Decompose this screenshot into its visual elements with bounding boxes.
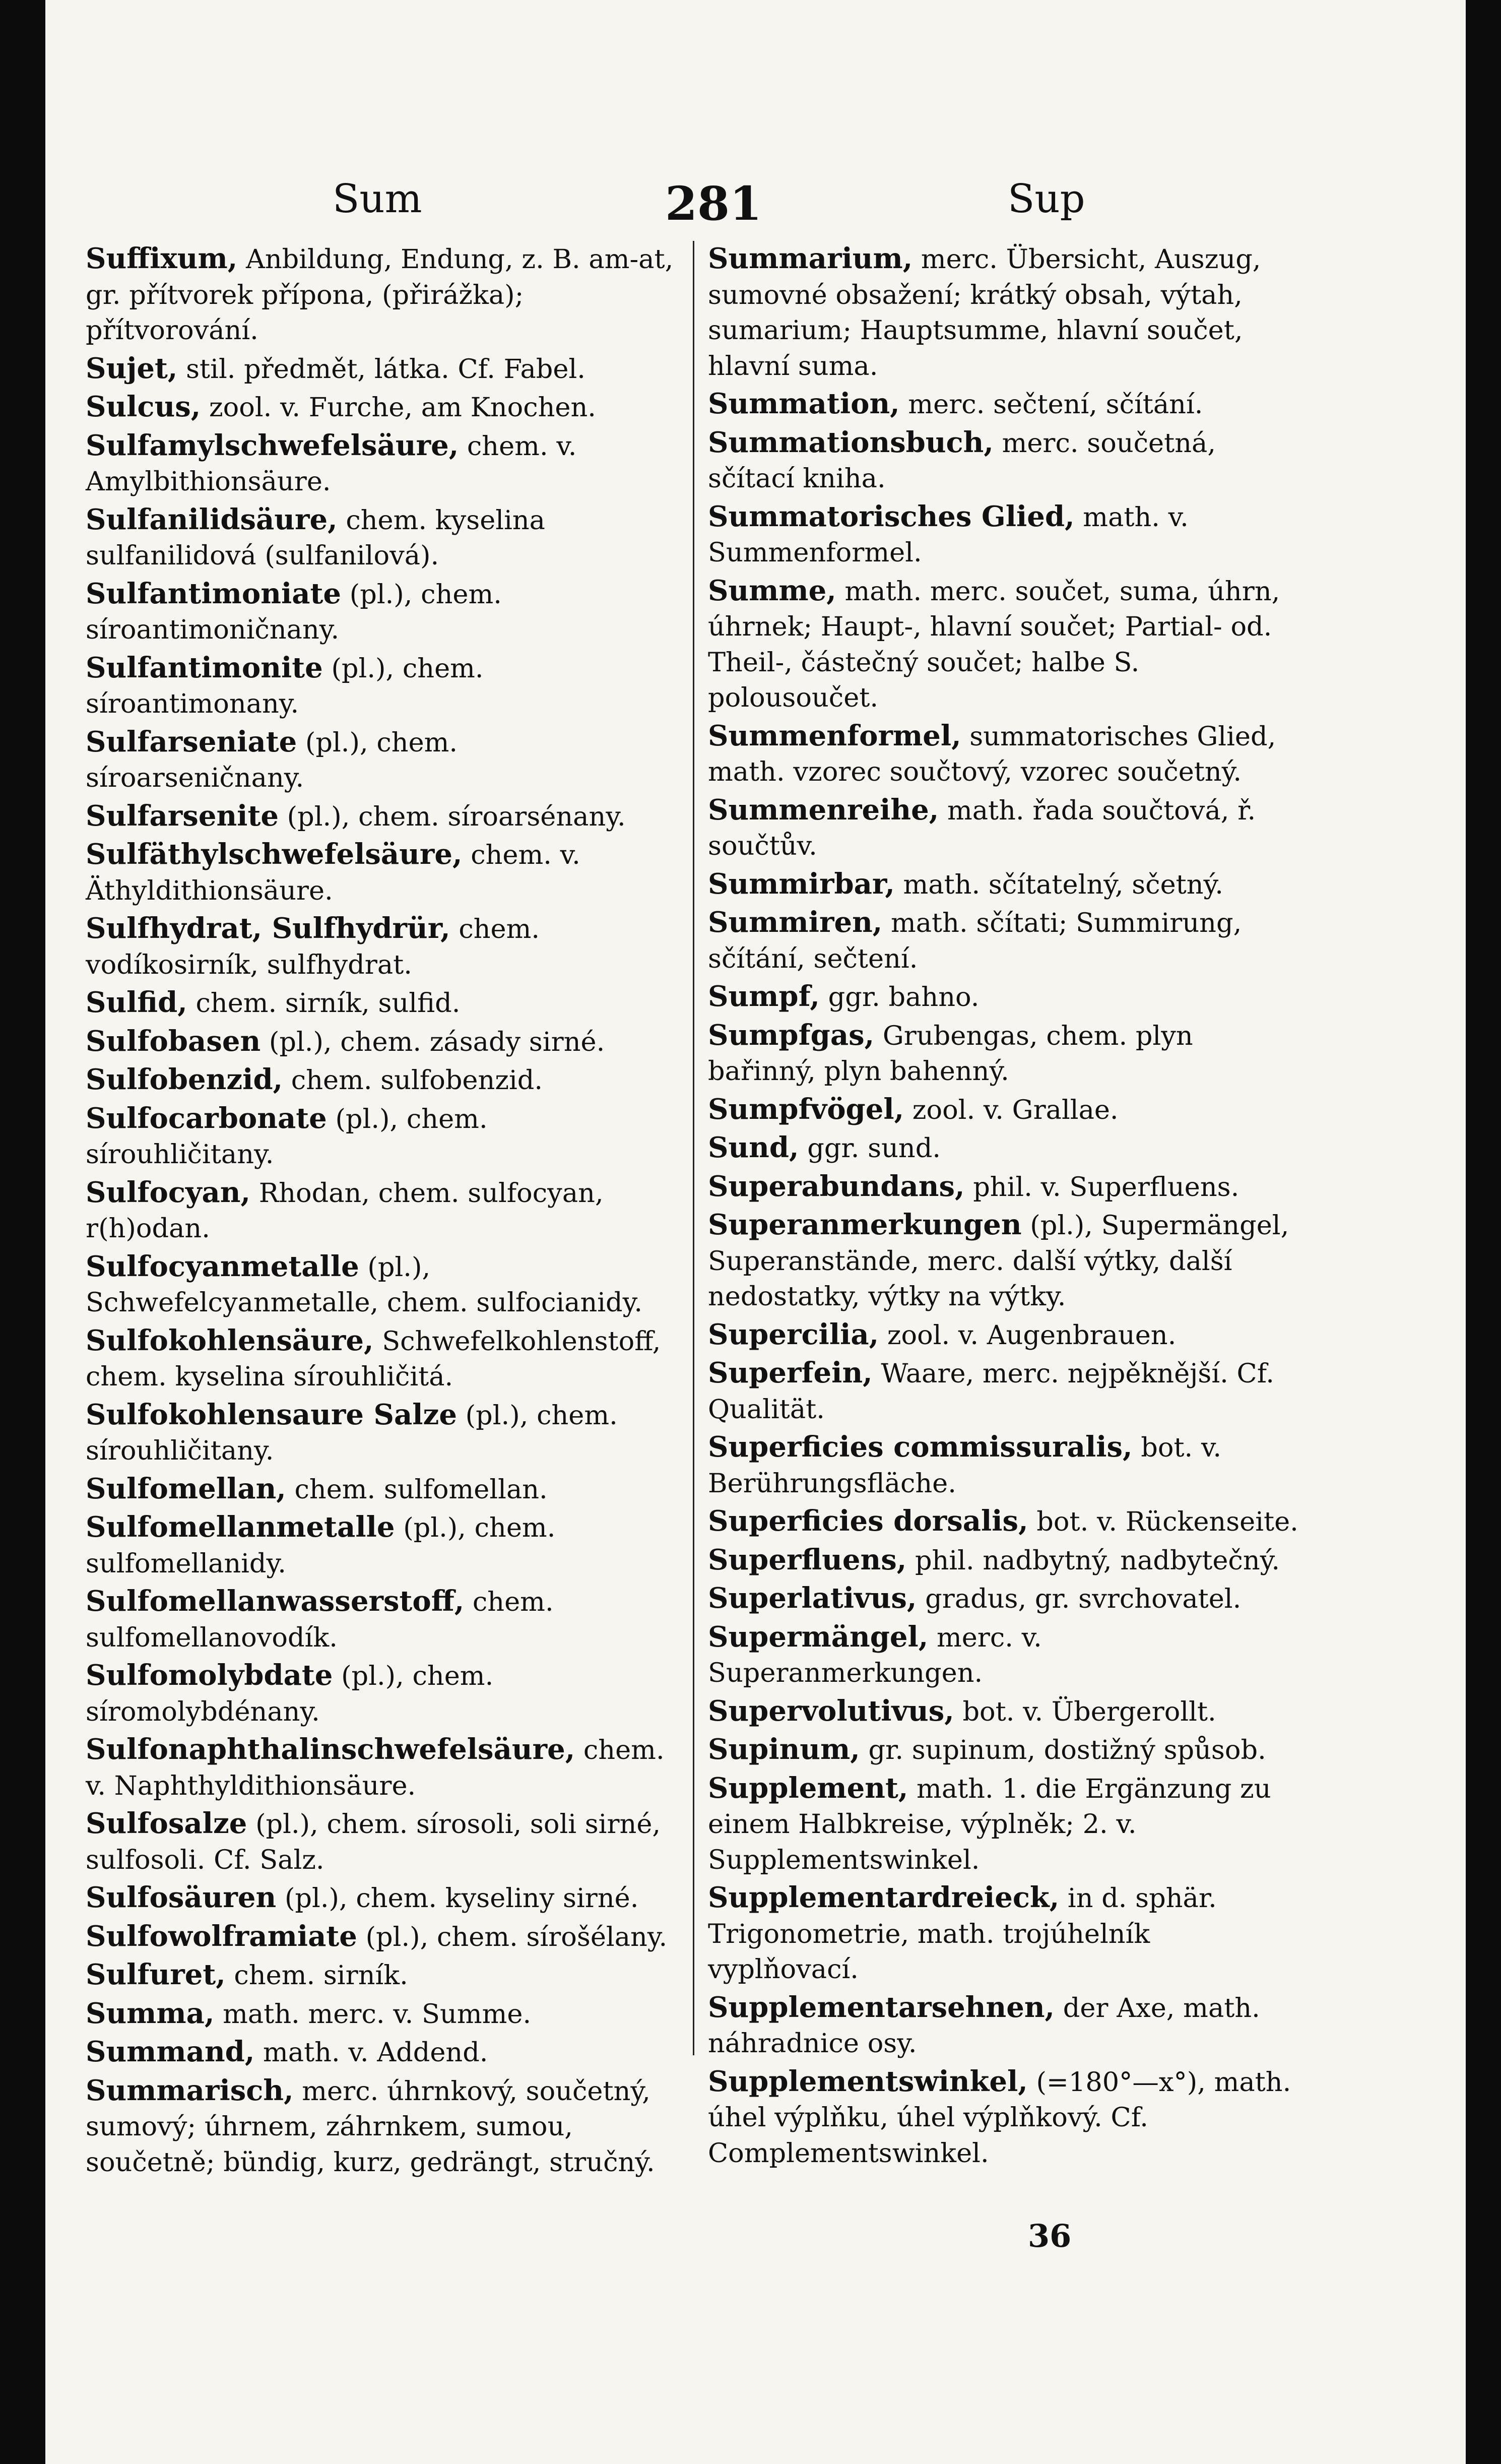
entry-definition: (pl.), chem. kyseliny sirné. (276, 1883, 639, 1914)
dictionary-entry (86, 1024, 683, 1060)
dictionary-entry (86, 241, 683, 349)
dictionary-entry (86, 1996, 683, 2033)
entry-headword: Superlativus, (708, 1582, 917, 1615)
entry-headword: Sulfosalze (86, 1807, 247, 1840)
entry-headword: Sulfosäuren (86, 1881, 277, 1914)
dictionary-entry (86, 389, 683, 426)
dictionary-page (60, 0, 1461, 2464)
entry-definition: in d. sphär. Trigonometrie, math. trojúhelník vyplňovací. (708, 1883, 1217, 1985)
entry-headword: Sulfanilidsäure, (86, 502, 338, 536)
entry-headword: Sulfocarbonate (86, 1101, 327, 1135)
dictionary-entry (708, 1542, 1305, 1579)
dictionary-entry (86, 502, 683, 574)
dictionary-entry (708, 1429, 1305, 1501)
dictionary-entry (708, 1130, 1305, 1167)
page-number: 281 (665, 176, 762, 231)
entry-definition: merc. součetná, sčítací kniha. (708, 427, 1216, 494)
dictionary-entry (86, 1919, 683, 1955)
entry-headword: Sulfomellan, (86, 1472, 286, 1505)
entry-headword: Summation, (708, 387, 900, 420)
entry-headword: Sujet, (86, 351, 178, 385)
entry-headword: Sulfantimonite (86, 651, 323, 684)
entry-definition: stil. předmět, látka. Cf. Fabel. (177, 353, 585, 385)
entry-headword: Sulfamylschwefelsäure, (86, 428, 459, 462)
entry-headword: Sumpf, (708, 980, 820, 1013)
entry-definition: Grubengas, chem. plyn bařinný, plyn bahenný. (708, 1020, 1193, 1087)
entry-definition: (pl.), chem. síroantimoničnany. (86, 579, 502, 645)
entry-headword: Summatorisches Glied, (708, 499, 1075, 533)
entry-headword: Superanmerkungen (708, 1208, 1022, 1241)
dictionary-entry (708, 1732, 1305, 1768)
entry-definition: bot. v. Rückenseite. (1028, 1506, 1298, 1537)
entry-headword: Summenreihe, (708, 793, 939, 827)
entry-headword: Summa, (86, 1996, 215, 2030)
entry-headword: Sulfhydrat, Sulfhydrür, (86, 912, 450, 945)
entry-definition: bot. v. Übergerollt. (954, 1696, 1216, 1727)
dictionary-entry (86, 1397, 683, 1469)
dictionary-entry (708, 979, 1305, 1016)
entry-definition: (pl.), chem. síromolybdénany. (86, 1661, 494, 1727)
entry-headword: Supervolutivus, (708, 1694, 954, 1728)
dictionary-entry (86, 576, 683, 648)
dictionary-entry (708, 718, 1305, 790)
left-column (86, 241, 683, 2182)
entry-headword: Superfluens, (708, 1543, 907, 1576)
entry-headword: Superfein, (708, 1356, 873, 1389)
entry-headword: Sulfomellanwasserstoff, (86, 1585, 465, 1618)
entry-headword: Sulfäthylschwefelsäure, (86, 838, 463, 871)
entry-definition: math. merc. v. Summe. (214, 1998, 532, 2030)
entry-definition: math. řada součtová, ř. součtův. (708, 795, 1256, 861)
dictionary-entry (86, 798, 683, 835)
dictionary-entry (86, 985, 683, 1022)
dictionary-entry (708, 1317, 1305, 1354)
entry-headword: Sulfobasen (86, 1024, 261, 1058)
dictionary-entry (708, 386, 1305, 423)
dictionary-entry (708, 905, 1305, 977)
entry-headword: Sulfarseniate (86, 725, 297, 759)
entry-headword: Superficies dorsalis, (708, 1504, 1028, 1538)
dictionary-entry (708, 1581, 1305, 1617)
entry-definition: Waare, merc. nejpěknější. Cf. Qualität. (708, 1358, 1274, 1425)
dictionary-entry (708, 573, 1305, 716)
entry-definition: math. 1. die Ergänzung zu einem Halbkreise, výplněk; 2. v. Supplementswinkel. (708, 1773, 1271, 1875)
entry-definition: chem. vodíkosirník, sulfhydrat. (86, 914, 540, 980)
entry-headword: Sumpfgas, (708, 1018, 875, 1052)
entry-definition: (pl.), Supermängel, Superanstände, merc. další výtky, další nedostatky, výtky na výtky. (708, 1210, 1289, 1312)
entry-headword: Sulfomolybdate (86, 1659, 333, 1692)
entry-headword: Sulfomellanmetalle (86, 1510, 395, 1544)
entry-definition: (pl.), chem. sírouhličitany. (86, 1103, 488, 1170)
entry-definition: chem. v. Naphthyldithionsäure. (86, 1735, 665, 1801)
entry-definition: (pl.), chem. síroarsénany. (278, 801, 626, 832)
dictionary-entry (708, 1693, 1305, 1730)
entry-definition: zool. v. Furche, am Knochen. (201, 392, 596, 423)
dictionary-entry (86, 650, 683, 722)
dictionary-entry (708, 1018, 1305, 1090)
entry-headword: Supplementarsehnen, (708, 1990, 1055, 2024)
entry-headword: Supercilia, (708, 1317, 879, 1351)
dictionary-entry (708, 1092, 1305, 1128)
running-head-right: Sup (1008, 176, 1085, 222)
entry-headword: Supplement, (708, 1771, 908, 1805)
dictionary-entry (708, 1771, 1305, 1878)
entry-headword: Summand, (86, 2035, 255, 2068)
entry-headword: Sulfuret, (86, 1958, 226, 1991)
entry-headword: Summenformel, (708, 719, 961, 752)
entry-definition: der Axe, math. náhradnice osy. (708, 1992, 1260, 2059)
dictionary-entry (86, 351, 683, 388)
entry-definition: math. v. Summenformel. (708, 501, 1189, 568)
entry-definition: Rhodan, chem. sulfocyan, r(h)odan. (86, 1177, 604, 1244)
right-column (708, 241, 1305, 2173)
entry-headword: Summe, (708, 574, 836, 607)
entry-definition: (pl.), chem. zásady sirné. (260, 1026, 605, 1057)
dictionary-entry (86, 911, 683, 983)
entry-definition: chem. v. Amylbithionsäure. (86, 430, 577, 497)
entry-headword: Summirbar, (708, 867, 895, 901)
entry-definition: (pl.), chem. síroarseničnany. (86, 727, 458, 793)
entry-headword: Supinum, (708, 1733, 860, 1766)
entry-definition: Schwefelkohlenstoff, chem. kyselina sírouhličitá. (86, 1325, 661, 1392)
entry-definition: phil. nadbytný, nadbytečný. (906, 1545, 1280, 1576)
entry-definition: chem. sirník, sulfid. (187, 988, 461, 1019)
entry-headword: Sulfid, (86, 986, 187, 1019)
dictionary-entry (708, 499, 1305, 571)
entry-headword: Sulfokohlensäure, (86, 1323, 374, 1357)
dictionary-entry (86, 1806, 683, 1878)
entry-definition: Anbildung, Endung, z. B. am-at, gr. přítvorek přípona, (přirážka); přítvorování. (86, 244, 674, 346)
scan-border-right (1466, 0, 1501, 2464)
entry-definition: merc. Übersicht, Auszug, sumovné obsažení; krátký obsah, výtah, sumarium; Hauptsumme, hlavní součet, hlavní suma. (708, 244, 1261, 382)
entry-headword: Sulfarsenite (86, 799, 279, 833)
entry-definition: (pl.), chem. sírouhličitany. (86, 1400, 618, 1466)
dictionary-entry (708, 1207, 1305, 1315)
running-head-left: Sum (333, 176, 422, 222)
entry-definition: chem. sulfomellan. (286, 1474, 548, 1505)
entry-headword: Summarium, (708, 242, 913, 275)
signature-mark: 36 (1028, 2218, 1072, 2254)
entry-headword: Sulfantimoniate (86, 577, 342, 610)
dictionary-entry (708, 866, 1305, 903)
dictionary-entry (86, 1323, 683, 1395)
entry-headword: Supermängel, (708, 1620, 929, 1654)
entry-definition: chem. sirník. (225, 1960, 408, 1991)
entry-headword: Sulfobenzid, (86, 1063, 283, 1096)
entry-headword: Sulfocyan, (86, 1175, 251, 1209)
dictionary-entry (86, 1658, 683, 1730)
scan-border-left (0, 0, 45, 2464)
entry-headword: Superficies commissuralis, (708, 1430, 1133, 1464)
entry-definition: gr. supinum, dostižný spůsob. (860, 1735, 1266, 1765)
entry-definition: phil. v. Superfluens. (964, 1171, 1239, 1203)
entry-definition: (pl.), chem. sulfomellanidy. (86, 1512, 556, 1579)
entry-headword: Sulfonaphthalinschwefelsäure, (86, 1733, 575, 1766)
dictionary-entry (86, 1062, 683, 1099)
dictionary-entry (86, 1509, 683, 1582)
entry-definition: ggr. sund. (799, 1133, 941, 1164)
entry-definition: zool. v. Grallae. (904, 1094, 1119, 1125)
entry-definition: ggr. bahno. (819, 982, 980, 1013)
dictionary-entry (86, 1584, 683, 1656)
dictionary-entry (708, 1619, 1305, 1691)
entry-headword: Summiren, (708, 906, 883, 939)
entry-headword: Sumpfvögel, (708, 1092, 904, 1126)
dictionary-entry (708, 425, 1305, 497)
dictionary-entry (708, 1355, 1305, 1427)
entry-definition: (pl.), Schwefelcyanmetalle, chem. sulfocianidy. (86, 1251, 643, 1318)
entry-definition: (pl.), chem. síroantimonany. (86, 653, 484, 719)
entry-headword: Sulfocyanmetalle (86, 1249, 359, 1283)
page-header (60, 176, 1461, 237)
entry-definition: merc. sečtení, sčítání. (899, 389, 1203, 420)
dictionary-entry (86, 1732, 683, 1804)
dictionary-entry (86, 2073, 683, 2181)
entry-definition: (pl.), chem. sírosoli, soli sirné, sulfosoli. Cf. Salz. (86, 1809, 661, 1875)
entry-headword: Sund, (708, 1131, 799, 1164)
dictionary-entry (708, 792, 1305, 864)
entry-definition: zool. v. Augenbrauen. (879, 1319, 1177, 1351)
column-divider (693, 241, 694, 2055)
entry-definition: merc. v. Superanmerkungen. (708, 1622, 1042, 1688)
entry-definition: chem. kyselina sulfanilidová (sulfanilová). (86, 504, 545, 571)
entry-definition: (=180°—x°), math. úhel výplňku, úhel výplňkový. Cf. Complementswinkel. (708, 2066, 1291, 2169)
dictionary-entry (86, 428, 683, 500)
entry-headword: Suffixum, (86, 242, 238, 275)
dictionary-entry (86, 1957, 683, 1994)
dictionary-entry (708, 241, 1305, 384)
entry-definition: gradus, gr. svrchovatel. (917, 1584, 1242, 1614)
entry-definition: math. sčítati; Summirung, sčítání, sečtení. (708, 908, 1242, 974)
dictionary-entry (86, 724, 683, 796)
dictionary-entry (708, 1169, 1305, 1206)
entry-headword: Superabundans, (708, 1169, 965, 1203)
dictionary-entry (86, 1471, 683, 1508)
entry-definition: bot. v. Berührungsfläche. (708, 1432, 1222, 1499)
dictionary-entry (708, 1503, 1305, 1540)
entry-definition: chem. sulfomellanovodík. (86, 1587, 554, 1653)
dictionary-entry (86, 1249, 683, 1321)
entry-headword: Summationsbuch, (708, 425, 994, 459)
dictionary-entry (708, 2064, 1305, 2172)
entry-definition: chem. sulfobenzid. (283, 1065, 543, 1096)
entry-headword: Supplementardreieck, (708, 1881, 1060, 1914)
entry-headword: Sulfowolframiate (86, 1919, 357, 1953)
entry-definition: (pl.), chem. sírošélany. (357, 1921, 668, 1952)
entry-definition: chem. v. Äthyldithionsäure. (86, 840, 580, 906)
dictionary-entry (86, 1101, 683, 1173)
entry-definition: math. sčítatelný, sčetný. (894, 869, 1223, 900)
dictionary-entry (86, 1880, 683, 1917)
entry-definition: merc. úhrnkový, součetný, sumový; úhrnem, záhrnkem, sumou, součetně; bündig, kurz, gedrängt, stručný. (86, 2075, 655, 2178)
dictionary-entry (708, 1990, 1305, 2062)
entry-headword: Sulfokohlensaure Salze (86, 1398, 457, 1431)
dictionary-entry (86, 2034, 683, 2071)
entry-headword: Summarisch, (86, 2073, 294, 2107)
dictionary-entry (86, 1175, 683, 1247)
entry-headword: Supplementswinkel, (708, 2064, 1028, 2098)
entry-definition: math. v. Addend. (254, 2037, 488, 2068)
entry-definition: math. merc. součet, suma, úhrn, úhrnek; Haupt-, hlavní součet; Partial- od. Theil-, částečný součet; halbe S. polousoučet. (708, 576, 1280, 713)
dictionary-entry (86, 837, 683, 909)
dictionary-entry (708, 1880, 1305, 1988)
entry-headword: Sulcus, (86, 390, 201, 423)
entry-definition: summatorisches Glied, math. vzorec součtový, vzorec součetný. (708, 721, 1276, 787)
